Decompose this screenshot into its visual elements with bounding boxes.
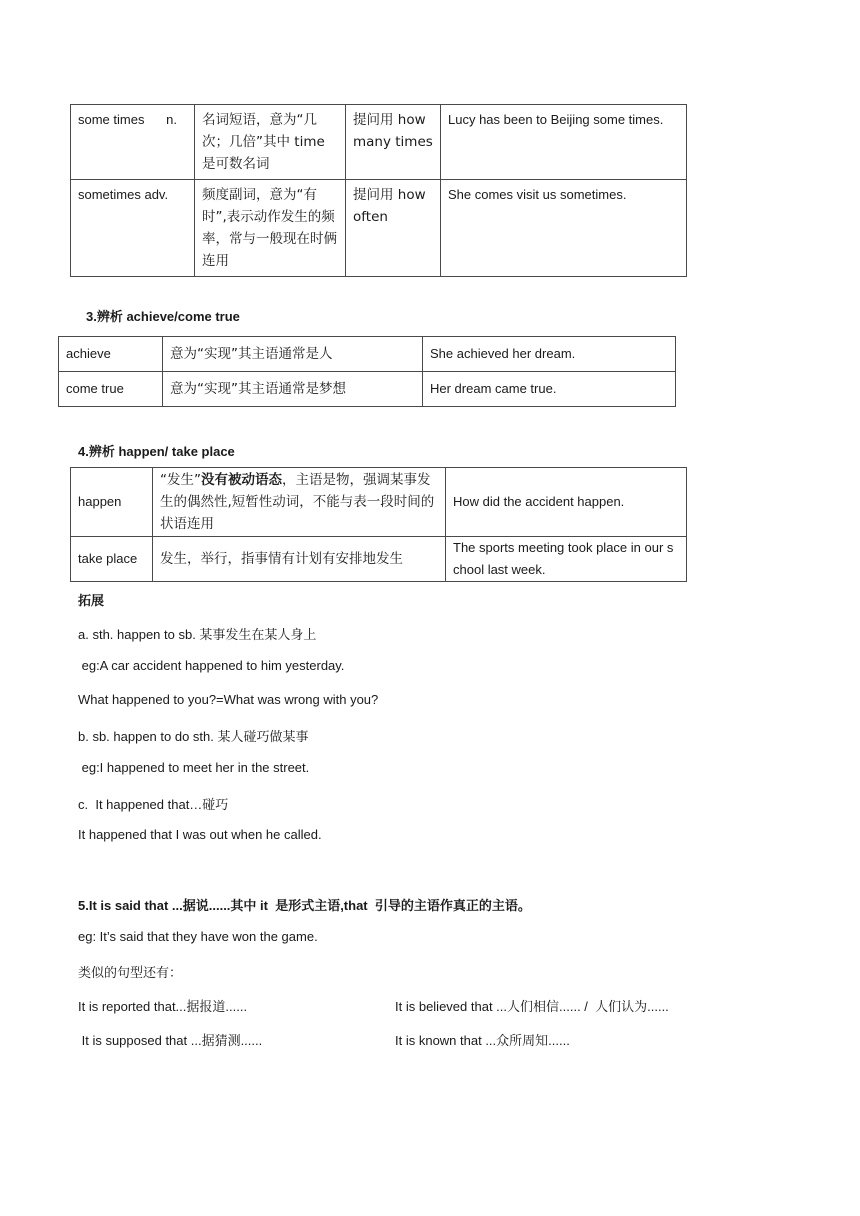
table-cell-meaning: 发生，举行，指事情有计划有安排地发生 bbox=[153, 537, 446, 582]
table-row bbox=[71, 105, 687, 180]
table-cell-term: some times n. bbox=[71, 105, 195, 180]
table-cell-meaning: 意为“实现”其主语通常是梦想 bbox=[163, 372, 423, 407]
table-row bbox=[59, 337, 676, 372]
pattern-item: It is supposed that ...据猜测...... bbox=[78, 1033, 263, 1048]
table-cell-question: 提问用 how many times bbox=[346, 105, 441, 180]
table-row bbox=[71, 537, 687, 582]
table-cell-meaning: 名词短语，意为“几次；几倍”其中 time 是可数名词 bbox=[195, 105, 346, 180]
section-heading-3: 3.辨析 achieve/come true bbox=[86, 309, 240, 324]
table-cell-term: come true bbox=[59, 372, 163, 407]
table-cell-term: sometimes adv. bbox=[71, 180, 195, 277]
comparison-table-happen bbox=[70, 467, 687, 582]
pattern-item: It is reported that...据报道...... bbox=[78, 999, 248, 1014]
meaning-prefix: “发生” bbox=[160, 472, 201, 488]
comparison-table-sometimes bbox=[70, 104, 687, 277]
extension-heading: 拓展 bbox=[78, 593, 105, 608]
table-cell-example: She achieved her dream. bbox=[423, 337, 676, 372]
pattern-item: It is believed that ...人们相信...... / 人们认为...... bbox=[395, 999, 669, 1014]
section-heading-5: 5.It is said that ...据说......其中 it 是形式主语,that 引导的主语作真正的主语。 bbox=[78, 898, 531, 913]
extension-line: c. It happened that…碰巧 bbox=[78, 797, 229, 812]
pattern-item: It is known that ...众所周知...... bbox=[395, 1033, 570, 1048]
table-cell-meaning bbox=[153, 468, 446, 537]
table-cell-term: achieve bbox=[59, 337, 163, 372]
table-cell-example: She comes visit us sometimes. bbox=[441, 180, 687, 277]
extension-line: eg:A car accident happened to him yesterday. bbox=[78, 658, 345, 673]
example-line: eg: It’s said that they have won the game. bbox=[78, 929, 318, 944]
table-cell-meaning: 意为“实现”其主语通常是人 bbox=[163, 337, 423, 372]
table-cell-example: The sports meeting took place in our school last week. bbox=[446, 537, 687, 582]
section-heading-4: 4.辨析 happen/ take place bbox=[78, 444, 235, 459]
extension-line: b. sb. happen to do sth. 某人碰巧做某事 bbox=[78, 729, 309, 744]
extension-line: It happened that I was out when he called. bbox=[78, 827, 322, 842]
table-cell-meaning: 频度副词，意为“有时”,表示动作发生的频率，常与一般现在时俩连用 bbox=[195, 180, 346, 277]
table-row bbox=[59, 372, 676, 407]
table-cell-example: Lucy has been to Beijing some times. bbox=[441, 105, 687, 180]
meaning-suffix: ，主语是物，强调某事发生的偶然性,短暂性动词，不能与表一段时间的状语连用 bbox=[160, 472, 435, 532]
similar-patterns-label: 类似的句型还有： bbox=[78, 965, 183, 980]
table-cell-term: take place bbox=[71, 537, 153, 582]
extension-line: eg:I happened to meet her in the street. bbox=[78, 760, 310, 775]
extension-line: a. sth. happen to sb. 某事发生在某人身上 bbox=[78, 627, 317, 642]
extension-line: What happened to you?=What was wrong with you? bbox=[78, 692, 379, 707]
table-cell-example: Her dream came true. bbox=[423, 372, 676, 407]
table-cell-question: 提问用 how often bbox=[346, 180, 441, 277]
table-row bbox=[71, 468, 687, 537]
table-cell-example: How did the accident happen. bbox=[446, 468, 687, 537]
table-row bbox=[71, 180, 687, 277]
table-cell-term: happen bbox=[71, 468, 153, 537]
meaning-emphasis: 没有被动语态 bbox=[201, 472, 282, 488]
comparison-table-achieve bbox=[58, 336, 676, 407]
